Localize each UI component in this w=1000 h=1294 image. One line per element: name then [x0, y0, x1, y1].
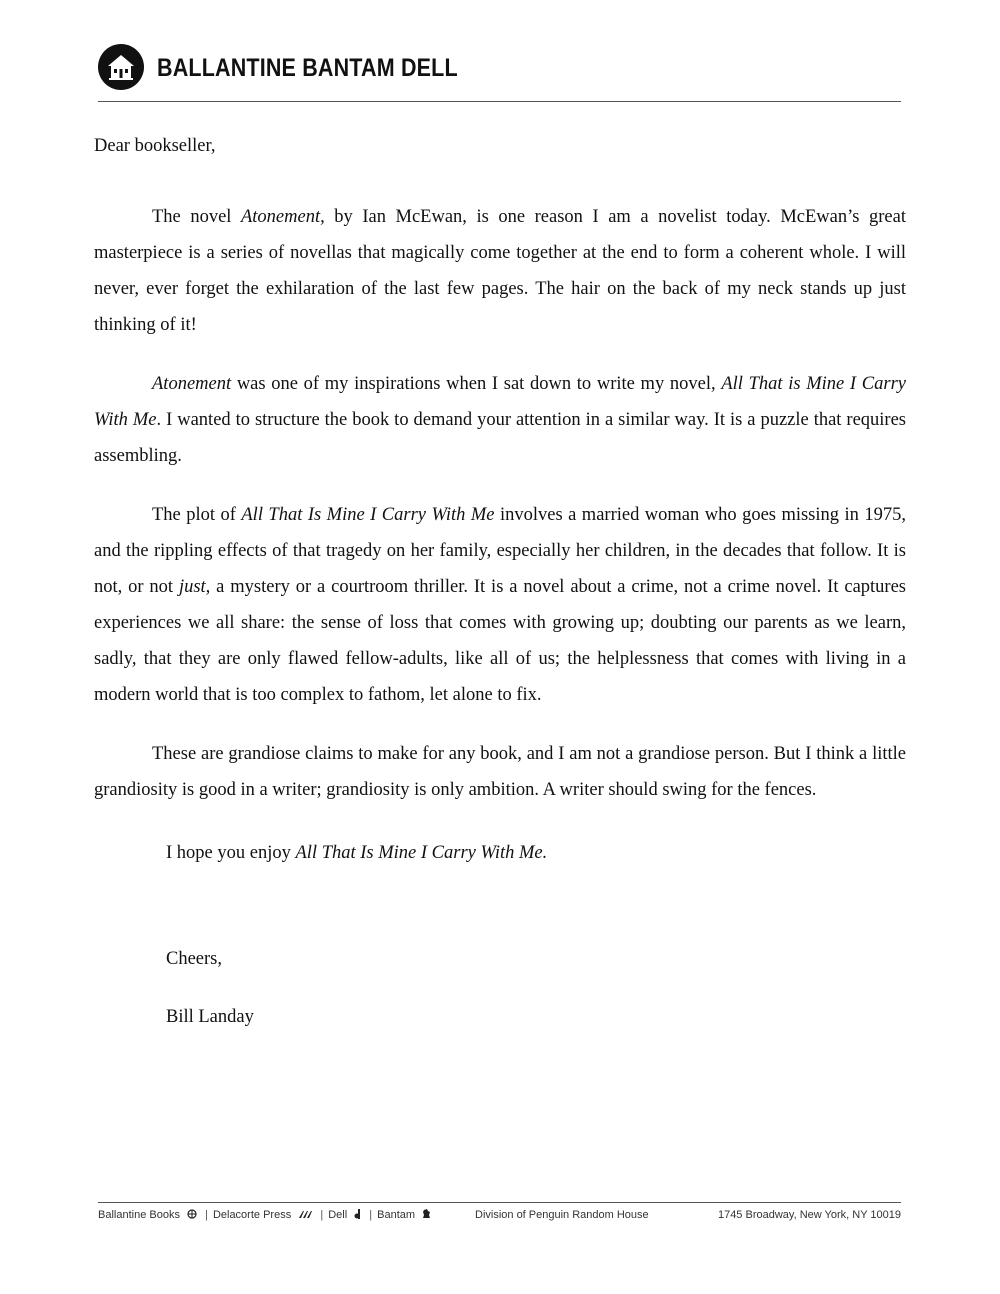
letterhead [98, 44, 901, 102]
bantam-rooster-icon [422, 1209, 431, 1219]
imprint-dell: Dell [328, 1209, 348, 1221]
text-run: by Ian McEwan, is one reason I am a novelist today. McEwan’s great masterpiece is a series of novellas that magically come together at the end to form a coherent whole. I will never, ever forget the exhilaration of the last few pages. The hair on the back of my neck stands up just thinking of it! [94, 207, 906, 335]
text-run: I hope you enjoy [166, 843, 296, 863]
ballantine-colophon-icon [187, 1209, 197, 1219]
text-run: a mystery or a courtroom thriller. It is a novel about a crime, not a crime novel. It captures experiences we all share: the sense of loss that comes with growing up; doubting our parents as we learn, sadly, that they are only flawed fellow-adults, like all of us; the helplessness that comes with living in a modern world that is too complex to fathom, let alone to fix. [94, 577, 906, 705]
imprint-delacorte: Delacorte Press [212, 1209, 292, 1221]
paragraph-1 [94, 199, 906, 343]
signature: Bill Landay [166, 1007, 254, 1027]
imprint-ballantine: Ballantine Books [98, 1209, 180, 1221]
book-title: All That is Mine I Carry With Me [94, 374, 906, 430]
text-run: The plot of [152, 505, 242, 525]
closing-block [166, 835, 906, 1035]
paragraph-3 [94, 497, 906, 713]
house-logo-icon [98, 44, 144, 90]
dell-colophon-icon [354, 1209, 361, 1219]
valediction: Cheers, [166, 949, 222, 969]
text-run: . I wanted to structure the book to demand your attention in a similar way. It is a puzzle that requires assembling. [94, 410, 906, 466]
book-title: All That Is Mine I Carry With Me. [295, 843, 548, 863]
letter-body [94, 128, 906, 1035]
footer-rule [98, 1202, 901, 1203]
publisher-name: BALLANTINE BANTAM DELL [157, 54, 458, 82]
book-title: Atonement [152, 374, 232, 394]
separator: | [205, 1209, 208, 1221]
footer [98, 1209, 901, 1229]
greeting: Dear bookseller, [94, 136, 216, 156]
emphasis: just, [178, 577, 211, 597]
imprint-bantam: Bantam [377, 1209, 416, 1221]
book-title: Atonement, [240, 207, 325, 227]
imprint-list [98, 1209, 431, 1221]
header-rule [98, 101, 901, 102]
paragraph-2 [94, 366, 906, 474]
delacorte-colophon-icon [298, 1210, 312, 1219]
paragraph-4: These are grandiose claims to make for any book, and I am not a grandiose person. But I think a little grandiosity is good in a writer; grandiosity is only ambition. A writer should swing for the fences. [94, 744, 906, 800]
separator: | [369, 1209, 373, 1221]
closing-hope [166, 835, 906, 871]
text-run: involves a married woman who goes missing in 1975, and the rippling effects of that tragedy on her family, especially her children, in the decades that follow. It is not, or not [94, 505, 906, 597]
text-run: The novel [152, 207, 241, 227]
text-run: was one of my inspirations when I sat down to write my novel, [231, 374, 722, 394]
publisher-address: 1745 Broadway, New York, NY 10019 [717, 1209, 901, 1221]
division-line: Division of Penguin Random House [475, 1209, 649, 1221]
book-title: All That Is Mine I Carry With Me [241, 505, 495, 525]
separator: | [320, 1209, 324, 1221]
